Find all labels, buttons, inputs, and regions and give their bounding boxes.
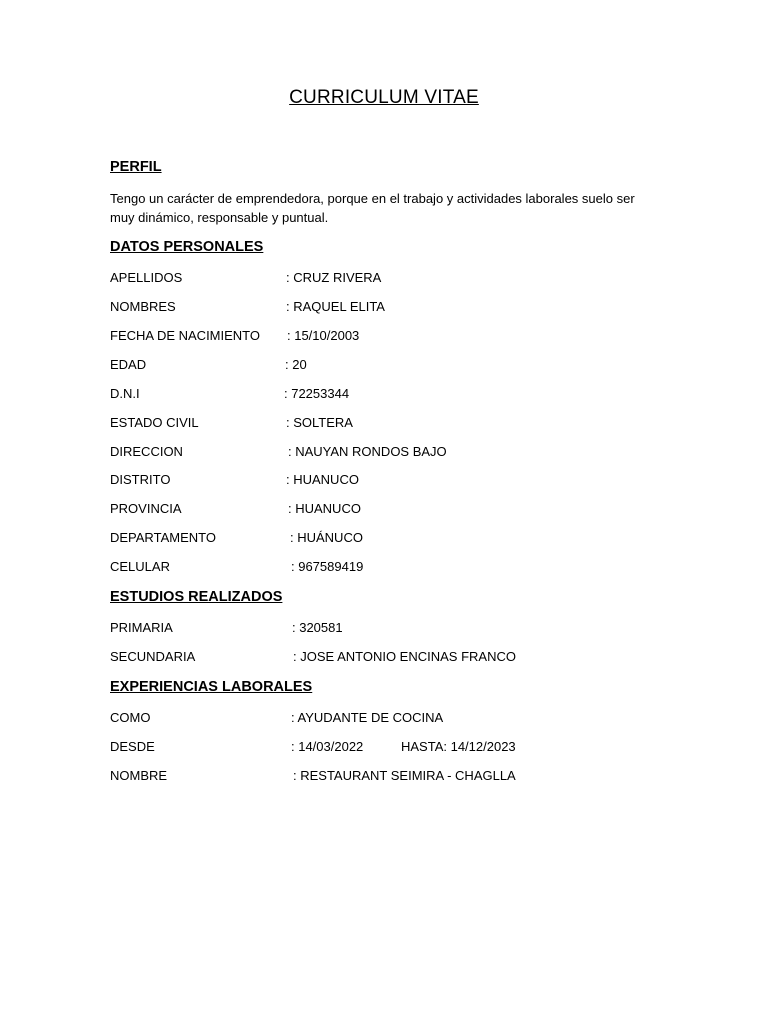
label-departamento: DEPARTAMENTO [110,530,216,545]
label-apellidos: APELLIDOS [110,270,183,285]
value-celular: : 967589419 [291,559,364,574]
label-fecha-nacimiento: FECHA DE NACIMIENTO [110,328,261,343]
label-secundaria: SECUNDARIA [110,649,196,664]
value-desde: : 14/03/2022 [291,739,364,754]
document-title: CURRICULUM VITAE [289,87,479,108]
datos-personales-heading: DATOS PERSONALES [110,239,264,255]
label-celular: CELULAR [110,559,170,574]
label-primaria: PRIMARIA [110,620,173,635]
value-provincia: : HUANUCO [288,501,361,516]
value-edad: : 20 [285,357,307,372]
label-estado-civil: ESTADO CIVIL [110,415,199,430]
value-departamento: : HUÁNUCO [290,530,363,545]
value-secundaria: : JOSE ANTONIO ENCINAS FRANCO [293,649,516,664]
label-provincia: PROVINCIA [110,501,182,516]
value-apellidos: : CRUZ RIVERA [286,270,382,285]
label-direccion: DIRECCION [110,444,183,459]
label-dni: D.N.I [110,386,140,401]
value-nombre: : RESTAURANT SEIMIRA - CHAGLLA [293,768,516,783]
value-direccion: : NAUYAN RONDOS BAJO [288,444,447,459]
perfil-heading: PERFIL [110,159,162,175]
label-nombre: NOMBRE [110,768,168,783]
label-como: COMO [110,710,151,725]
value-dni: : 72253344 [284,386,350,401]
perfil-text: Tengo un carácter de emprendedora, porque en el trabajo y actividades laborales suelo ser muy dinámico, responsable y puntual. [110,191,635,225]
experiencias-heading: EXPERIENCIAS LABORALES [110,679,313,695]
value-hasta: HASTA: 14/12/2023 [401,739,516,754]
value-fecha-nacimiento: : 15/10/2003 [287,328,360,343]
label-edad: EDAD [110,357,147,372]
value-distrito: : HUANUCO [286,472,359,487]
label-distrito: DISTRITO [110,472,171,487]
value-como: : AYUDANTE DE COCINA [291,710,444,725]
value-primaria: : 320581 [292,620,343,635]
label-desde: DESDE [110,739,155,754]
estudios-heading: ESTUDIOS REALIZADOS [110,589,283,605]
value-estado-civil: : SOLTERA [286,415,353,430]
label-nombres: NOMBRES [110,299,176,314]
value-nombres: : RAQUEL ELITA [286,299,385,314]
